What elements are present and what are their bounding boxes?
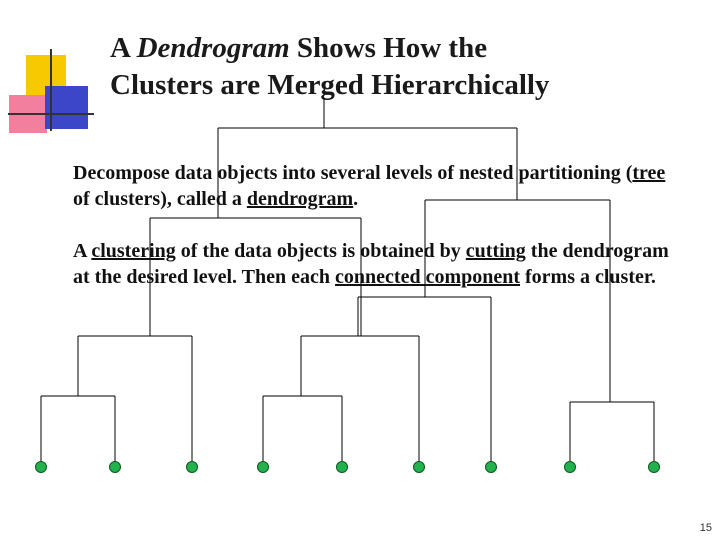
link-tree[interactable]: tree xyxy=(632,162,666,184)
link-connected-component[interactable]: connected component xyxy=(335,266,521,288)
leaf-node xyxy=(649,462,660,473)
page-number: 15 xyxy=(699,522,712,534)
title-line2: Clusters are Merged Hierarchically xyxy=(110,69,550,101)
p1-text-1: Decompose data objects into several levels of nested partitioning ( xyxy=(73,162,633,184)
merge-c xyxy=(358,297,491,467)
link-clustering[interactable]: clustering xyxy=(91,240,176,262)
link-cutting[interactable]: cutting xyxy=(465,240,526,262)
leaf-node xyxy=(337,462,348,473)
merge-a xyxy=(78,336,192,467)
title-italic-word: Dendrogram xyxy=(136,32,290,64)
title-line1-suffix: Shows How the xyxy=(289,32,488,64)
p1-text-3: . xyxy=(353,188,359,210)
merge-e xyxy=(263,396,342,467)
leaf-node xyxy=(565,462,576,473)
p2-text-1: A xyxy=(73,240,92,262)
p1-text-2: of clusters), called a xyxy=(73,188,247,210)
p2-text-2: of the data objects is obtained by xyxy=(175,240,466,262)
p2-text-3: the dendrogram at the desired level. Then each xyxy=(73,240,669,288)
leaf-node xyxy=(414,462,425,473)
title-prefix: A xyxy=(110,32,137,64)
p2-text-4: forms a cluster. xyxy=(520,266,656,288)
merge-f xyxy=(570,402,654,467)
merge-b xyxy=(301,336,419,467)
merge-d xyxy=(41,396,115,467)
leaf-node xyxy=(187,462,198,473)
leaf-node xyxy=(258,462,269,473)
leaf-node xyxy=(110,462,121,473)
paragraph-1 xyxy=(73,160,673,212)
leaf-node xyxy=(36,462,47,473)
leaf-node xyxy=(486,462,497,473)
paragraph-2 xyxy=(73,238,673,290)
link-dendrogram[interactable]: dendrogram xyxy=(246,188,354,210)
merge-right xyxy=(425,200,610,402)
